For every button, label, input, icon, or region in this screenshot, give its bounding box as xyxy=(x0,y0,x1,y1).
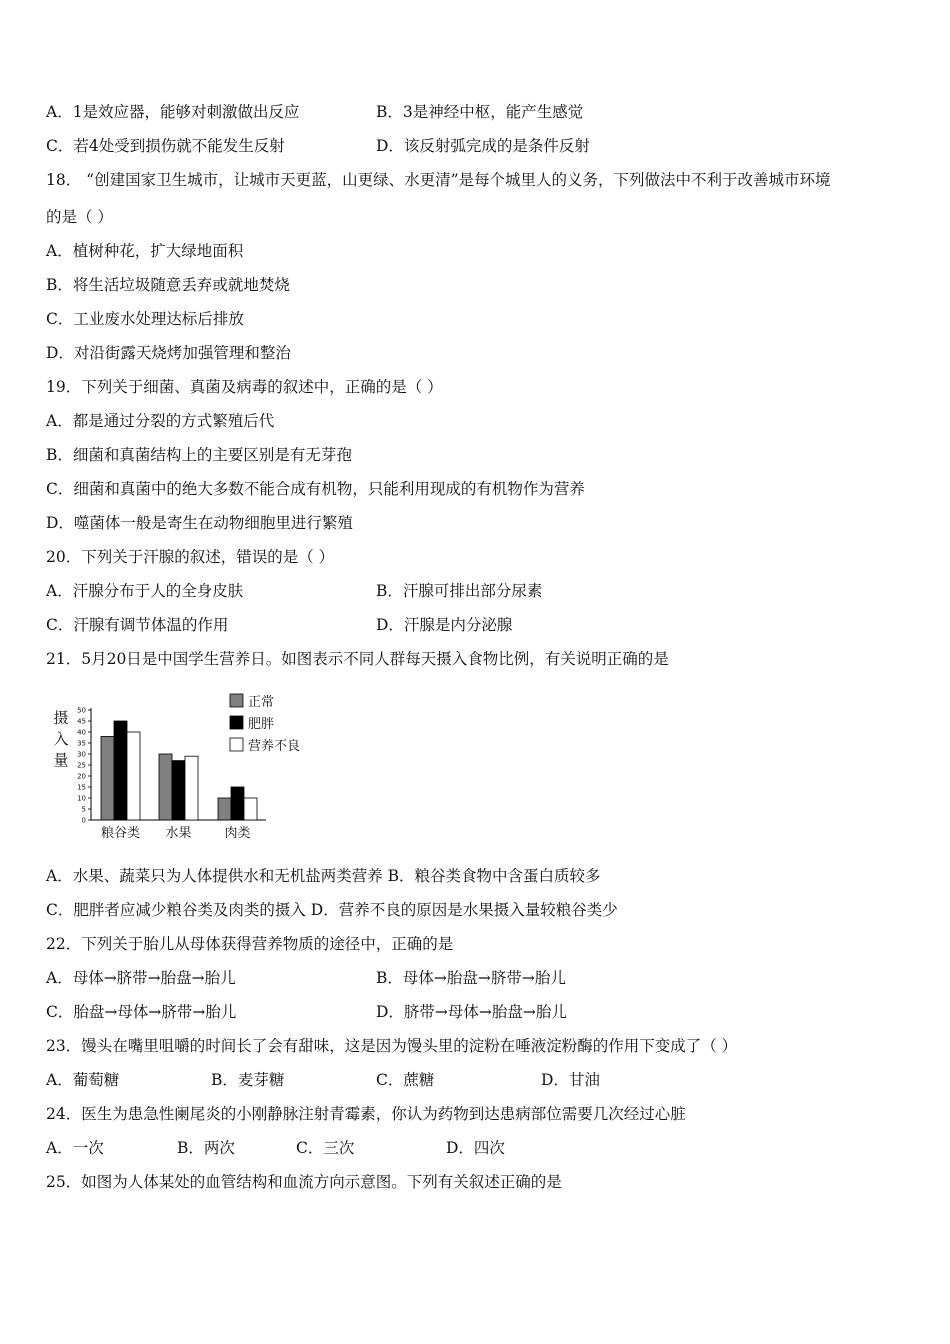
chart-y-tick-label: 20 xyxy=(77,772,86,781)
q22-option-b: B．母体→胎盘→脐带→胎儿 xyxy=(376,969,566,987)
chart-y-tick-label: 5 xyxy=(81,805,86,814)
q19-option-b: B．细菌和真菌结构上的主要区别是有无芽孢 xyxy=(46,446,352,464)
chart-y-tick-label: 35 xyxy=(77,739,86,748)
q19-option-d: D．噬菌体一般是寄生在动物细胞里进行繁殖 xyxy=(46,514,353,532)
chart-bar-肉类-肥胖 xyxy=(231,787,244,820)
q21-options-ab: A．水果、蔬菜只为人体提供水和无机盐两类营养 B．粮谷类食物中含蛋白质较多 xyxy=(46,867,601,885)
chart-bar-水果-肥胖 xyxy=(172,761,185,820)
chart-bar-水果-正常 xyxy=(159,754,172,820)
chart-ylabel-char: 量 xyxy=(53,751,69,769)
q24-option-d: D．四次 xyxy=(446,1139,505,1157)
q22-option-a: A．母体→脐带→胎盘→胎儿 xyxy=(46,969,236,987)
chart-category-label: 粮谷类 xyxy=(100,826,141,841)
q24-option-c: C．三次 xyxy=(296,1139,355,1157)
q20-option-b: B．汗腺可排出部分尿素 xyxy=(376,582,543,600)
q21-stem: 21．5月20日是中国学生营养日。如图表示不同人群每天摄入食物比例，有关说明正确的是 xyxy=(46,650,669,668)
chart-bar-粮谷类-营养不良 xyxy=(127,732,140,820)
chart-y-tick-label: 25 xyxy=(77,761,86,770)
q17-option-b: B．3是神经中枢，能产生感觉 xyxy=(376,103,584,121)
q19-stem: 19．下列关于细菌、真菌及病毒的叙述中，正确的是（ ） xyxy=(46,378,443,396)
chart-bar-粮谷类-正常 xyxy=(101,736,114,820)
q23-option-c: C．蔗糖 xyxy=(376,1071,435,1089)
chart-ylabel xyxy=(53,709,68,769)
chart-ylabel-char: 摄 xyxy=(53,709,69,727)
chart-y-ticks xyxy=(77,707,91,825)
q20-option-d: D．汗腺是内分泌腺 xyxy=(376,616,513,634)
chart-y-tick-label: 45 xyxy=(77,717,86,726)
chart-bar-粮谷类-肥胖 xyxy=(114,721,127,820)
chart-bar-肉类-营养不良 xyxy=(244,798,257,820)
q25-stem: 25．如图为人体某处的血管结构和血流方向示意图。下列有关叙述正确的是 xyxy=(46,1173,562,1191)
q18-option-c: C．工业废水处理达标后排放 xyxy=(46,310,244,328)
chart-legend-label: 正常 xyxy=(248,695,275,710)
chart-y-tick-label: 0 xyxy=(81,816,86,825)
food-intake-bar-chart xyxy=(46,690,346,850)
chart-category-label: 水果 xyxy=(165,826,192,841)
q20-option-a: A．汗腺分布于人的全身皮肤 xyxy=(46,582,244,600)
chart-y-tick-label: 40 xyxy=(77,728,86,737)
q18-option-d: D．对沿街露天烧烤加强管理和整治 xyxy=(46,344,291,362)
q23-option-a: A．葡萄糖 xyxy=(46,1071,120,1089)
q18-option-a: A．植树种花，扩大绿地面积 xyxy=(46,242,244,260)
chart-y-tick-label: 10 xyxy=(77,794,86,803)
q24-option-b: B．两次 xyxy=(177,1139,235,1157)
chart-y-tick-label: 15 xyxy=(77,783,86,792)
q23-option-b: B．麦芽糖 xyxy=(211,1071,285,1089)
q22-option-d: D．脐带→母体→胎盘→胎儿 xyxy=(376,1003,567,1021)
chart-bar-肉类-正常 xyxy=(218,798,231,820)
q18-stem-line2: 的是（ ） xyxy=(46,208,113,226)
q18-option-b: B．将生活垃圾随意丢弃或就地焚烧 xyxy=(46,276,290,294)
q23-stem: 23．馒头在嘴里咀嚼的时间长了会有甜味，这是因为馒头里的淀粉在唾液淀粉酶的作用下变成了（ ） xyxy=(46,1037,738,1055)
q21-options-cd: C．肥胖者应减少粮谷类及肉类的摄入 D．营养不良的原因是水果摄入量较粮谷类少 xyxy=(46,901,618,919)
chart-legend-swatch xyxy=(230,738,243,751)
q22-option-c: C．胎盘→母体→脐带→胎儿 xyxy=(46,1003,237,1021)
chart-category-labels xyxy=(101,825,251,841)
q19-option-a: A．都是通过分裂的方式繁殖后代 xyxy=(46,412,275,430)
chart-category-label: 肉类 xyxy=(224,826,251,841)
q20-stem: 20．下列关于汗腺的叙述，错误的是（ ） xyxy=(46,548,335,566)
chart-legend-swatch xyxy=(230,694,243,707)
chart-legend-swatch xyxy=(230,716,243,729)
chart-y-tick-label: 30 xyxy=(77,750,86,759)
chart-legend xyxy=(230,694,300,754)
q17-option-d: D．该反射弧完成的是条件反射 xyxy=(376,137,590,155)
chart-y-tick-label: 50 xyxy=(77,706,86,715)
q18-stem-line1: 18． “创建国家卫生城市，让城市天更蓝，山更绿、水更清”是每个城里人的义务，下列做法中不利于改善城市环境 xyxy=(46,171,831,189)
chart-ylabel-char: 入 xyxy=(53,730,69,748)
q24-stem: 24．医生为患急性阑尾炎的小刚静脉注射青霉素，你认为药物到达患病部位需要几次经过心脏 xyxy=(46,1105,686,1123)
q22-stem: 22．下列关于胎儿从母体获得营养物质的途径中，正确的是 xyxy=(46,935,454,953)
q23-option-d: D．甘油 xyxy=(541,1071,600,1089)
chart-bars xyxy=(101,721,257,820)
q24-option-a: A．一次 xyxy=(46,1139,104,1157)
chart-bar-水果-营养不良 xyxy=(185,756,198,820)
q20-option-c: C．汗腺有调节体温的作用 xyxy=(46,616,229,634)
q17-option-c: C．若4处受到损伤就不能发生反射 xyxy=(46,137,285,155)
chart-legend-label: 营养不良 xyxy=(248,739,301,754)
q17-option-a: A．1是效应器，能够对刺激做出反应 xyxy=(46,103,300,121)
chart-legend-label: 肥胖 xyxy=(248,717,275,732)
q19-option-c: C．细菌和真菌中的绝大多数不能合成有机物，只能利用现成的有机物作为营养 xyxy=(46,480,585,498)
